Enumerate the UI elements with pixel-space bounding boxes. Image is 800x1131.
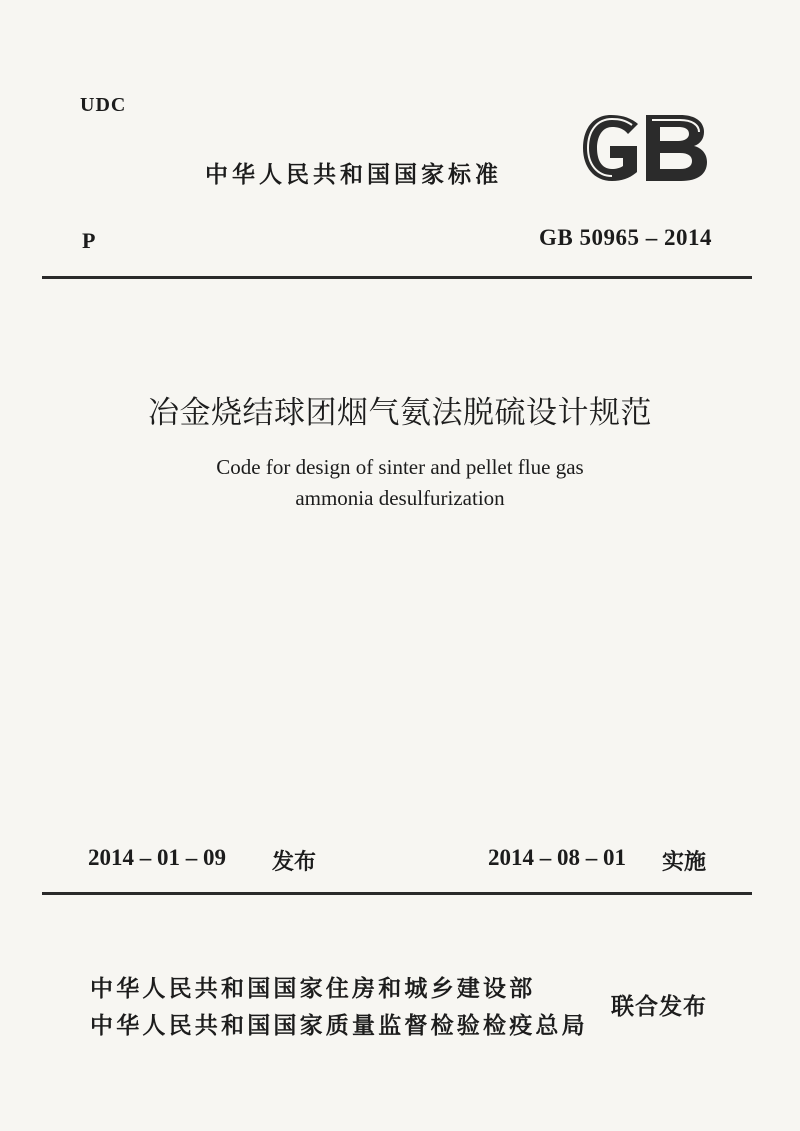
joint-release-label: 联合发布: [611, 994, 707, 1020]
standard-type: 中华人民共和国国家标准: [205, 162, 502, 188]
implementation-label: 实施: [662, 850, 707, 875]
gb-logo: [580, 110, 710, 186]
issue-date: 2014 – 01 – 09: [88, 845, 226, 870]
title-chinese: 冶金烧结球团烟气氨法脱硫设计规范: [148, 395, 652, 431]
bottom-divider: [42, 892, 752, 895]
title-english-line1: Code for design of sinter and pellet flue gas: [216, 455, 584, 479]
issuer-aqsiq: 中华人民共和国国家质量监督检验检疫总局: [90, 1013, 588, 1039]
udc-label: UDC: [80, 94, 127, 116]
standard-number: GB 50965 – 2014: [539, 225, 712, 250]
implementation-date: 2014 – 08 – 01: [488, 845, 626, 870]
issuer-ministry-housing: 中华人民共和国国家住房和城乡建设部: [90, 976, 536, 1002]
category-code: P: [82, 228, 96, 253]
issue-label: 发布: [272, 850, 317, 875]
title-english-line2: ammonia desulfurization: [295, 486, 505, 510]
top-divider: [42, 276, 752, 279]
